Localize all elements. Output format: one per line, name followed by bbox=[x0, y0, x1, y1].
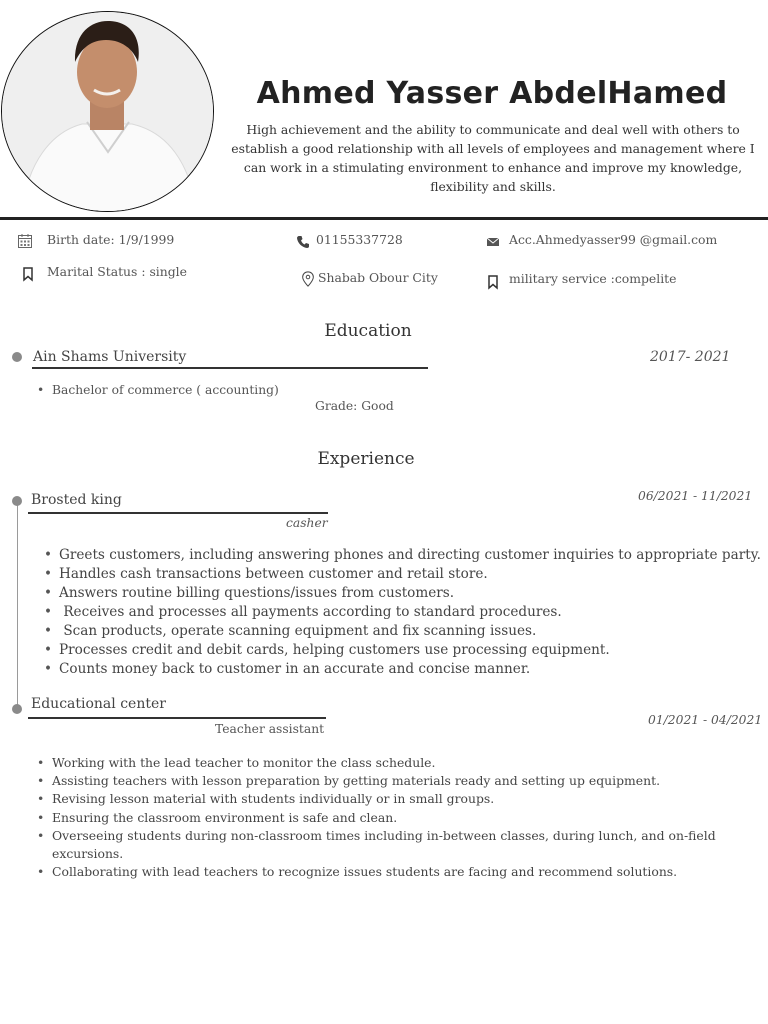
job-period: 01/2021 - 04/2021 bbox=[648, 713, 763, 727]
task-item: • Scan products, operate scanning equipment and fix scanning issues. bbox=[44, 622, 764, 641]
task-item: • Processes credit and debit cards, helping customers use processing equipment. bbox=[44, 641, 764, 660]
education-details bbox=[37, 381, 337, 399]
military-status: military service :compelite bbox=[509, 271, 677, 286]
header-divider bbox=[0, 217, 768, 220]
job-timeline-dot bbox=[12, 704, 22, 714]
profile-photo-illustration bbox=[2, 12, 214, 212]
education-timeline-dot bbox=[12, 352, 22, 362]
job-underline bbox=[28, 512, 328, 514]
task-item: • Greets customers, including answering phones and directing customer inquiries to appropriate party. bbox=[44, 546, 764, 565]
job-tasks-list bbox=[37, 754, 742, 881]
task-item: • Assisting teachers with lesson preparation by getting materials ready and setting up equipment. bbox=[37, 772, 742, 790]
task-item: • Revising lesson material with students individually or in small groups. bbox=[37, 790, 742, 808]
job-role: Teacher assistant bbox=[215, 722, 325, 736]
task-item: • Receives and processes all payments according to standard procedures. bbox=[44, 603, 764, 622]
bookmark-icon bbox=[485, 274, 501, 290]
task-item: • Counts money back to customer in an accurate and concise manner. bbox=[44, 660, 764, 679]
task-item: • Answers routine billing questions/issues from customers. bbox=[44, 584, 764, 603]
location-pin-icon bbox=[300, 271, 316, 287]
job-period: 06/2021 - 11/2021 bbox=[638, 489, 753, 503]
profile-summary: High achievement and the ability to communicate and deal well with others to establish a good relationship with all levels of employees and management where I can work in a stimulating environment to enhance and improve my knowledge, flexibility and skills. bbox=[231, 122, 755, 194]
home-address: Shabab Obour City bbox=[318, 270, 438, 285]
bookmark-icon bbox=[20, 266, 36, 282]
education-underline bbox=[32, 367, 428, 369]
experience-timeline-line bbox=[17, 500, 18, 710]
task-item: • Ensuring the classroom environment is safe and clean. bbox=[37, 809, 742, 827]
task-item: • Overseeing students during non-classroom times including in-between classes, during lunch, and on-field excursions. bbox=[37, 827, 742, 863]
email-address[interactable]: Acc.Ahmedyasser99 @gmail.com bbox=[509, 232, 718, 247]
task-item: • Collaborating with lead teachers to recognize issues students are facing and recommend solutions. bbox=[37, 863, 742, 881]
experience-heading: Experience bbox=[317, 449, 415, 469]
degree: • Bachelor of commerce ( accounting) bbox=[37, 381, 337, 399]
marital-status: Marital Status : single bbox=[47, 264, 187, 279]
profile-photo bbox=[1, 11, 214, 212]
task-item: • Handles cash transactions between customer and retail store. bbox=[44, 565, 764, 584]
birth-date: Birth date: 1/9/1999 bbox=[47, 232, 175, 247]
calendar-icon bbox=[17, 233, 33, 249]
phone-icon bbox=[295, 234, 311, 250]
education-period: 2017- 2021 bbox=[650, 349, 731, 365]
job-role: casher bbox=[286, 516, 328, 530]
grade: Grade: Good bbox=[315, 399, 394, 413]
phone-number[interactable]: 01155337728 bbox=[316, 232, 403, 247]
job-company: Brosted king bbox=[31, 492, 122, 508]
job-timeline-dot bbox=[12, 496, 22, 506]
job-company: Educational center bbox=[31, 696, 166, 712]
envelope-icon bbox=[485, 234, 501, 250]
job-underline bbox=[28, 717, 326, 719]
candidate-name: Ahmed Yasser AbdelHamed bbox=[256, 76, 728, 111]
task-item: • Working with the lead teacher to monitor the class schedule. bbox=[37, 754, 742, 772]
university-name: Ain Shams University bbox=[33, 349, 187, 365]
education-heading: Education bbox=[324, 321, 412, 341]
job-tasks-list bbox=[44, 546, 764, 679]
